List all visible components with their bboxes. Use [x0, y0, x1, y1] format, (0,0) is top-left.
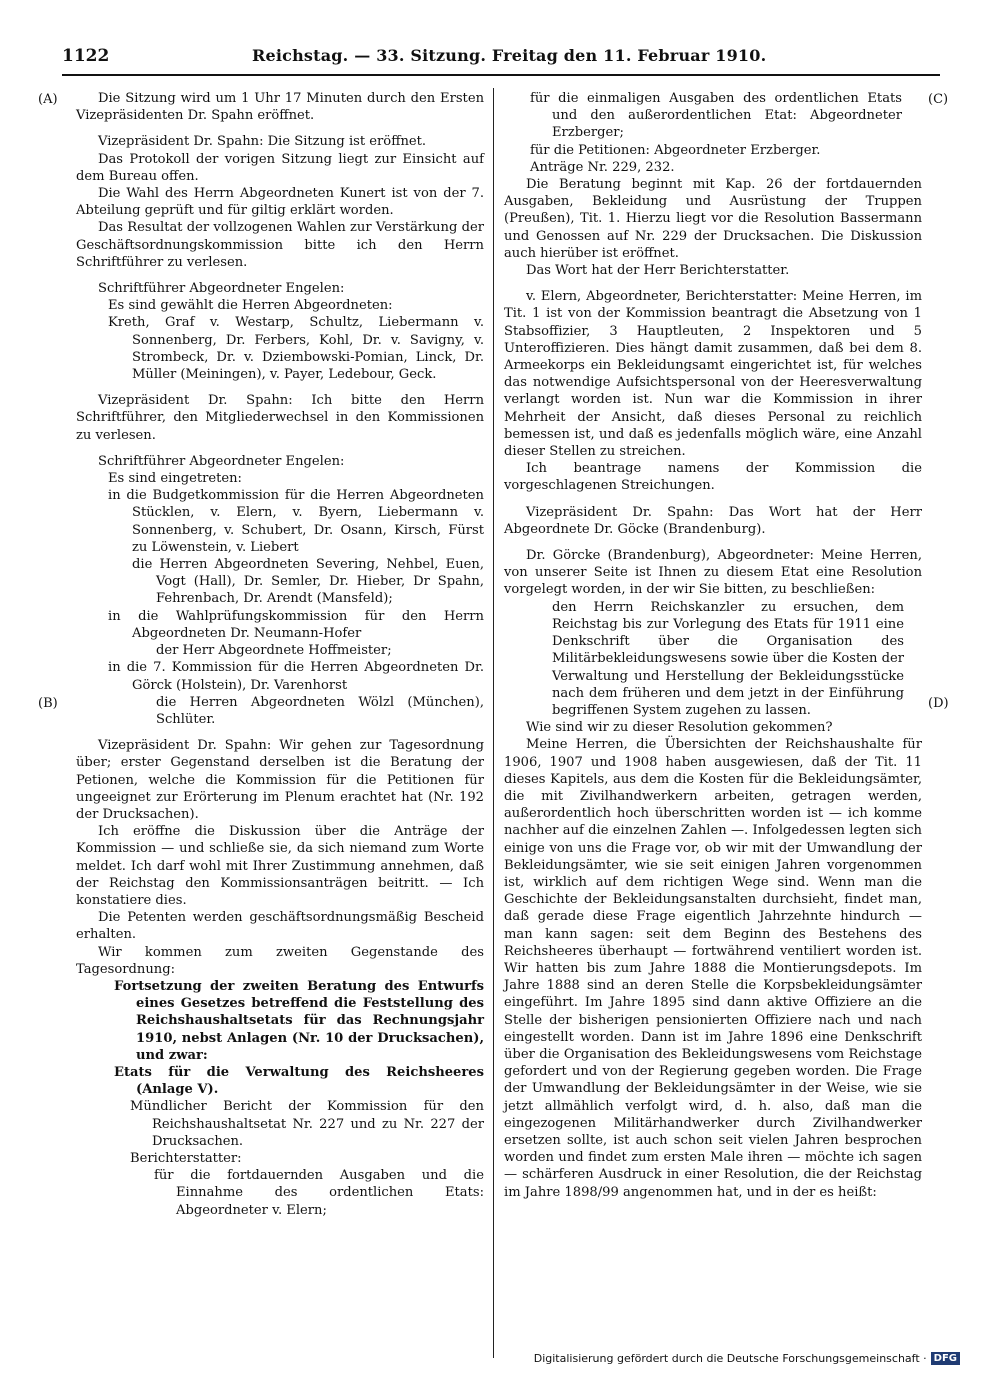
commission-entry: in die 7. Kommission für die Herren Abgeordneten Dr. Görck (Holstein), Dr. Varenhorst — [108, 660, 484, 693]
reporter-entry: für die einmaligen Ausgaben des ordentlichen Etats und den außerordentlichen Etat: Abgeordneter Erzberger; — [530, 91, 902, 141]
agenda-item: Berichterstatter: — [130, 1150, 242, 1166]
footer-credit — [534, 1352, 960, 1365]
paragraph: Dr. Görcke (Brandenburg), Abgeordneter: Meine Herren, von unserer Seite ist Ihnen zu diesem Etat eine Resolution vorgelegt worden, in der wir Sie bitten, zu beschließen: — [504, 548, 922, 598]
paragraph: Meine Herren, die Übersichten der Reichshaushalte für 1906, 1907 und 1908 haben ausgewiesen, daß der Tit. 11 dieses Kapitels, aus dem die Kosten für die Bekleidungsämter, die mit Zivilhandwerkern arbeiten, getragen werden, außerordentlich hoch überschritten worden ist — ich komme nachher auf die einzelnen Zahlen —. Infolgedessen legten sich einige von uns die Frage vor, ob wir mit der Umwandlung der Bekleidungsämter, wie sie seit einigen Jahren vorgenommen ist, wirklich auf dem richtigen Wege sind. Wenn man die Geschichte der Bekleidungsanstalten durchsieht, findet man, daß gerade diese Frage eigentlich Jahrzehnte hindurch — man kann sagen: seit dem Beginn des Bestehens des Reichsheeres überhaupt — fortwährend ventiliert worden ist. Wir hatten bis zum Jahre 1888 die Montierungsdepots. Im Jahre 1888 sind an deren Stelle die Korpsbekleidungsämter eingeführt. Im Jahre 1895 sind dann aktive Offiziere an die Stelle der bisherigen pensionierten Offiziere nach und nach eingestellt worden. Dann ist im Jahre 1896 eine Denkschrift über die Organisation des Bekleidungswesens vom Reichstage gefordert und von der Regierung gegeben worden. Die Frage der Umwandlung der Bekleidungsämter in der Weise, wie sie jetzt allmählich verfolgt wird, d. h. also, daß man die eingezogenen Militärhandwerker durch Zivilhandwerker ersetzen sollte, ist auch schon seit vielen Jahren besprochen worden und findet zum ersten Male ihren — möchte ich sagen — schärferen Ausdruck in einer Resolution, die der Reichstag im Jahre 1898/99 angenommen hat, und in der es heißt: — [504, 737, 922, 1200]
speaker-line: Schriftführer Abgeordneter Engelen: — [98, 281, 345, 297]
speaker-line: Schriftführer Abgeordneter Engelen: — [98, 453, 345, 469]
paragraph: Die Wahl des Herrn Abgeordneten Kunert ist von der 7. Abteilung geprüft und für giltig erklärt worden. — [76, 186, 484, 219]
paragraph: Wir kommen zum zweiten Gegenstande des Tagesordnung: — [76, 944, 484, 977]
commission-entry: in die Budgetkommission für die Herren Abgeordneten Stücklen, v. Elern, v. Byern, Liebermann v. Sonnenberg, v. Schubert, Dr. Osann, Kirsch, Fürst zu Löwenstein, v. Liebert — [108, 488, 484, 555]
motions-line: Anträge Nr. 229, 232. — [530, 159, 675, 175]
reporter-entry: für die Petitionen: Abgeordneter Erzberger. — [530, 142, 821, 158]
member-list: Kreth, Graf v. Westarp, Schultz, Liebermann v. Sonnenberg, Dr. Ferbers, Kohl, Dr. v. Savigny, v. Strombeck, Dr. v. Dziembowski-Pomian, Linck, Dr. Müller (Meiningen), v. Payer, Ledebour, Geck. — [108, 315, 484, 383]
paragraph: Die Beratung beginnt mit Kap. 26 der fortdauernden Ausgaben, Bekleidung und Ausrüstung der Truppen (Preußen), Tit. 1. Hierzu liegt vor die Resolution Bassermann und Genossen auf Nr. 229 der Drucksachen. Die Diskussion auch hierüber ist eröffnet. — [504, 177, 922, 261]
margin-marker-a: (A) — [38, 92, 58, 107]
margin-marker-c: (C) — [928, 92, 949, 107]
paragraph: v. Elern, Abgeordneter, Berichterstatter: Meine Herren, im Tit. 1 ist von der Kommission beantragt die Absetzung von 1 Stabsoffizier, 3 Hauptleuten, 2 Inspektoren und 5 Unteroffizieren. Dies hängt damit zusammen, daß bei dem 8. Armeekorps ein Bekleidungsamt eingerichtet ist, für welches das notwendige Aufsichtspersonal von der Heeresverwaltung verlangt worden ist. Nun war die Kommission in ihrer Mehrheit der Ansicht, daß dieses Personal zu reichlich bemessen ist, und daß es jedenfalls möglich wäre, eine Anzahl dieser Stellen zu streichen. — [504, 289, 922, 460]
paragraph: Vizepräsident Dr. Spahn: Die Sitzung ist eröffnet. — [98, 134, 427, 150]
paragraph: Das Resultat der vollzogenen Wahlen zur Verstärkung der Geschäftsordnungskommission bitte ich den Herrn Schriftführer zu verlesen. — [76, 220, 484, 270]
right-column — [504, 90, 922, 1201]
paragraph: Vizepräsident Dr. Spahn: Wir gehen zur Tagesordnung über; erster Gegenstand derselben ist die Beratung der Petionen, welche die Kommission für die Petitionen für ungeeignet zur Erörterung im Plenum erachtet hat (Nr. 192 der Drucksachen). — [76, 738, 484, 822]
paragraph: Wie sind wir zu dieser Resolution gekommen? — [526, 720, 833, 736]
paragraph: Es sind eingetreten: — [108, 471, 242, 487]
left-column — [76, 90, 484, 1219]
page-number: 1122 — [62, 46, 110, 66]
paragraph: Vizepräsident Dr. Spahn: Das Wort hat der Herr Abgeordnete Dr. Göcke (Brandenburg). — [504, 504, 922, 537]
commission-entry: die Herren Abgeordneten Wölzl (München), Schlüter. — [156, 694, 484, 727]
agenda-item: für die fortdauernden Ausgaben und die Einnahme des ordentlichen Etats: Abgeordneter v. Elern; — [154, 1168, 484, 1218]
paragraph: Die Sitzung wird um 1 Uhr 17 Minuten durch den Ersten Vizepräsidenten Dr. Spahn eröffnet. — [76, 91, 484, 124]
dfg-logo: DFG — [931, 1352, 960, 1365]
paragraph: Vizepräsident Dr. Spahn: Ich bitte den Herrn Schriftführer, den Mitgliederwechsel in den Kommissionen zu verlesen. — [76, 393, 484, 443]
paragraph: Die Petenten werden geschäftsordnungsmäßig Bescheid erhalten. — [76, 910, 484, 943]
commission-entry: in die Wahlprüfungskommission für den Herrn Abgeordneten Dr. Neumann-Hofer — [108, 608, 484, 641]
paragraph: Ich beantrage namens der Kommission die vorgeschlagenen Streichungen. — [504, 461, 922, 494]
margin-marker-b: (B) — [38, 696, 58, 711]
paragraph: Das Wort hat der Herr Berichterstatter. — [526, 263, 790, 279]
running-title: Reichstag. — 33. Sitzung. Freitag den 11. Februar 1910. — [252, 46, 767, 65]
paragraph: Ich eröffne die Diskussion über die Anträge der Kommission — und schließe sie, da sich niemand zum Worte meldet. Ich darf wohl mit Ihrer Zustimmung annehmen, daß der Reichstag den Kommissionsanträgen beitritt. — Ich konstatiere dies. — [76, 824, 484, 908]
commission-entry: der Herr Abgeordnete Hoffmeister; — [156, 643, 392, 659]
footer-text: Digitalisierung gefördert durch die Deutsche Forschungsgemeinschaft · — [533, 1352, 927, 1365]
margin-marker-d: (D) — [928, 696, 949, 711]
agenda-item: Etats für die Verwaltung des Reichsheeres (Anlage V). — [114, 1064, 484, 1098]
paragraph: Es sind gewählt die Herren Abgeordneten: — [108, 298, 393, 314]
agenda-item: Mündlicher Bericht der Kommission für den Reichshaushaltsetat Nr. 227 und zu Nr. 227 der Drucksachen. — [130, 1099, 484, 1149]
column-divider — [493, 88, 494, 1358]
resolution-quote: den Herrn Reichskanzler zu ersuchen, dem Reichstag bis zur Vorlegung des Etats für 1911 eine Denkschrift über die Organisation des Militärbekleidungswesens sowie über die Kosten der Verwaltung und Herstellung der Bekleidungsstücke nach dem früheren und dem jetzt in der Einführung begriffenen System zugehen zu lassen. — [552, 599, 904, 718]
paragraph: Das Protokoll der vorigen Sitzung liegt zur Einsicht auf dem Bureau offen. — [76, 151, 484, 184]
page-header — [62, 44, 940, 76]
agenda-item: Fortsetzung der zweiten Beratung des Entwurfs eines Gesetzes betreffend die Feststellung des Reichshaushaltsetats für das Rechnungsjahr 1910, nebst Anlagen (Nr. 10 der Drucksachen), und zwar: — [114, 978, 484, 1063]
commission-entry: die Herren Abgeordneten Severing, Nehbel, Euen, Vogt (Hall), Dr. Semler, Dr. Hieber, Dr Spahn, Fehrenbach, Dr. Arendt (Mansfeld); — [132, 557, 484, 607]
